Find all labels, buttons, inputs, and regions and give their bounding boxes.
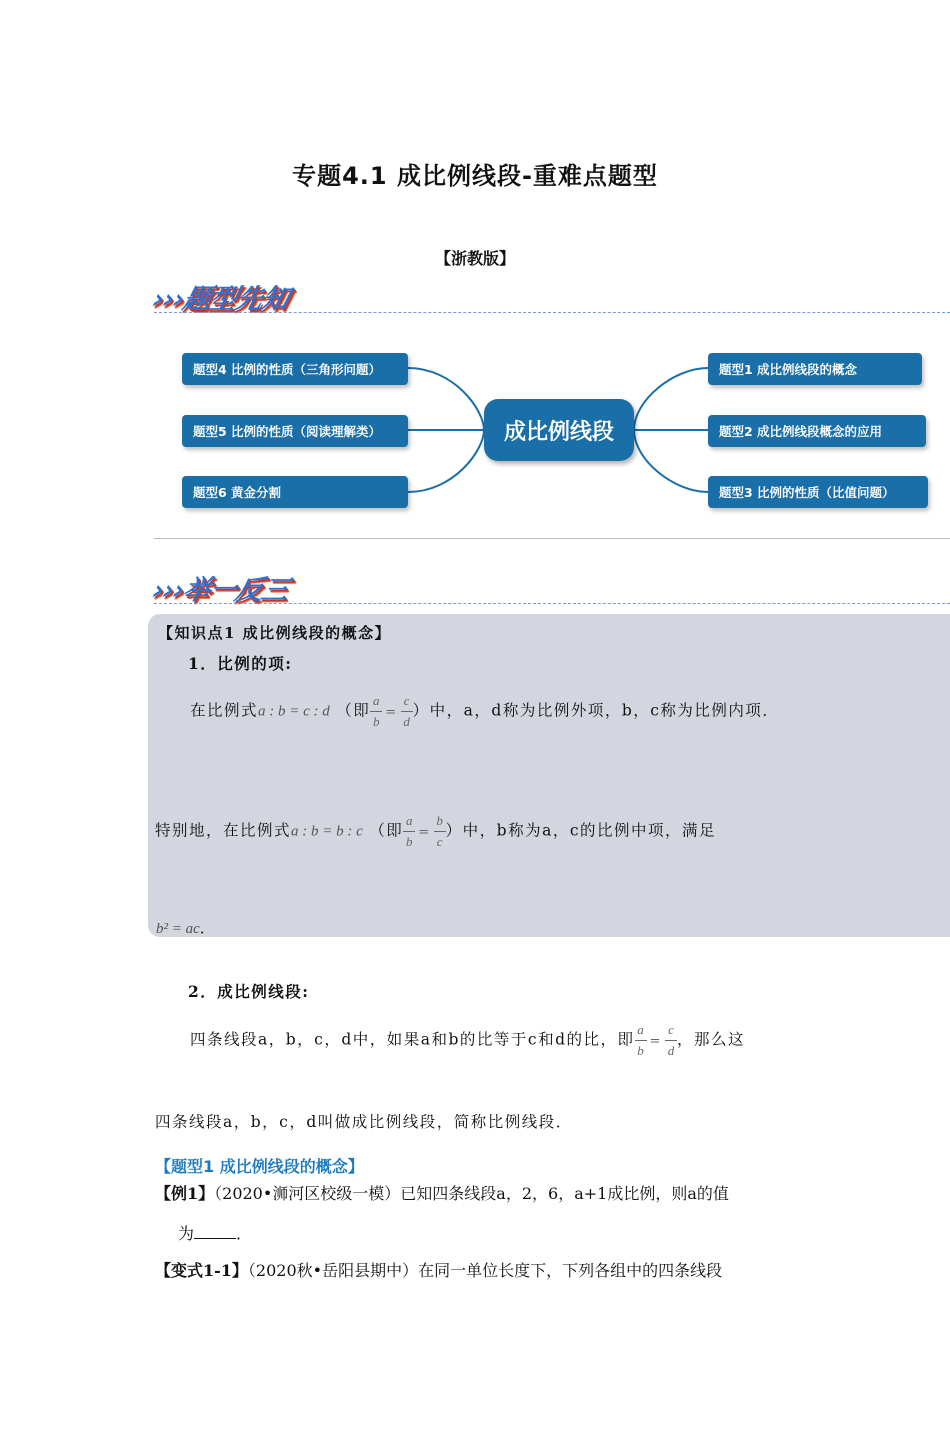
- divider-dashed: [154, 312, 950, 313]
- variant-1-1: 【变式1-1】（2020秋•岳阳县期中）在同一单位长度下，下列各组中的四条线段: [155, 1261, 723, 1280]
- paragraph-proportional-segments: 四条线段a，b，c，d中，如果a和b的比等于c和d的比，即 $\frac{a}{b}$ = $\frac{c}{d}$ ，那么这: [190, 1020, 745, 1061]
- topic-node-6[interactable]: 题型6 黄金分割: [182, 476, 408, 508]
- knowledge-heading: 【知识点1 成比例线段的概念】: [158, 624, 392, 642]
- p2-pre: 特别地，在比例式: [155, 821, 292, 840]
- fraction-a-over-b: $\frac{a}{b}$: [635, 1020, 647, 1061]
- example-1: 【例1】（2020•浉河区校级一模）已知四条线段a，2，6，a+1成比例，则a的值: [155, 1184, 729, 1203]
- formula-b-squared: b² = ac．: [156, 919, 217, 937]
- banner-practice: ›››举一反三: [149, 575, 292, 606]
- fraction-b-over-c: $\frac{b}{c}$: [434, 811, 446, 852]
- paragraph-mean-proportional: 特别地，在比例式a : b = b : c （即 $\frac{a}{b}$ = $\frac{b}{c}$ ）中，b称为a，c的比例中项，满足: [155, 811, 716, 852]
- page-title: 专题4.1 成比例线段-重难点题型: [292, 162, 658, 190]
- example-1-answer-line: 为 ．: [178, 1224, 253, 1243]
- p1-ji: （即: [336, 701, 371, 720]
- item2-title: 2．成比例线段:: [188, 982, 310, 1001]
- paragraph-proportion-terms: 在比例式a : b = c : d （即 $\frac{a}{b}$ = $\frac{c}{d}$ ）中，a，d称为比例外项，b，c称为比例内项．: [190, 691, 779, 732]
- item1-title: 1．比例的项:: [188, 654, 293, 673]
- divider-dashed: [154, 603, 950, 604]
- p1-post: ）中，a，d称为比例外项，b，c称为比例内项．: [412, 701, 780, 720]
- topic-node-2[interactable]: 题型2 成比例线段概念的应用: [708, 415, 926, 447]
- mindmap-center-node: 成比例线段: [484, 399, 634, 461]
- topic-node-1[interactable]: 题型1 成比例线段的概念: [708, 353, 922, 385]
- banner-overview: ›››题型先知: [149, 284, 292, 315]
- p1-formula: a : b = c : d: [258, 703, 330, 720]
- fraction-c-over-d: $\frac{c}{d}$: [665, 1020, 677, 1061]
- p2-post: ）中，b称为a，c的比例中项，满足: [445, 821, 717, 840]
- answer-blank[interactable]: [194, 1224, 236, 1239]
- fraction-c-over-d: $\frac{c}{d}$: [401, 691, 413, 732]
- paragraph-definition-end: 四条线段a，b，c，d叫做成比例线段，简称比例线段．: [155, 1113, 573, 1131]
- topic1-heading: 【题型1 成比例线段的概念】: [155, 1157, 364, 1176]
- topic-node-4[interactable]: 题型4 比例的性质（三角形问题）: [182, 353, 408, 385]
- topic-node-3[interactable]: 题型3 比例的性质（比值问题）: [708, 476, 928, 508]
- p2-formula: a : b = b : c: [291, 823, 363, 840]
- fraction-a-over-b: $\frac{a}{b}$: [403, 811, 415, 852]
- fraction-a-over-b: $\frac{a}{b}$: [370, 691, 382, 732]
- topic-node-5[interactable]: 题型5 比例的性质（阅读理解类）: [182, 415, 408, 447]
- divider-solid: [154, 538, 950, 539]
- p2-ji: （即: [369, 821, 404, 840]
- edition-label: 【浙教版】: [434, 249, 515, 268]
- p1-pre: 在比例式: [190, 701, 259, 720]
